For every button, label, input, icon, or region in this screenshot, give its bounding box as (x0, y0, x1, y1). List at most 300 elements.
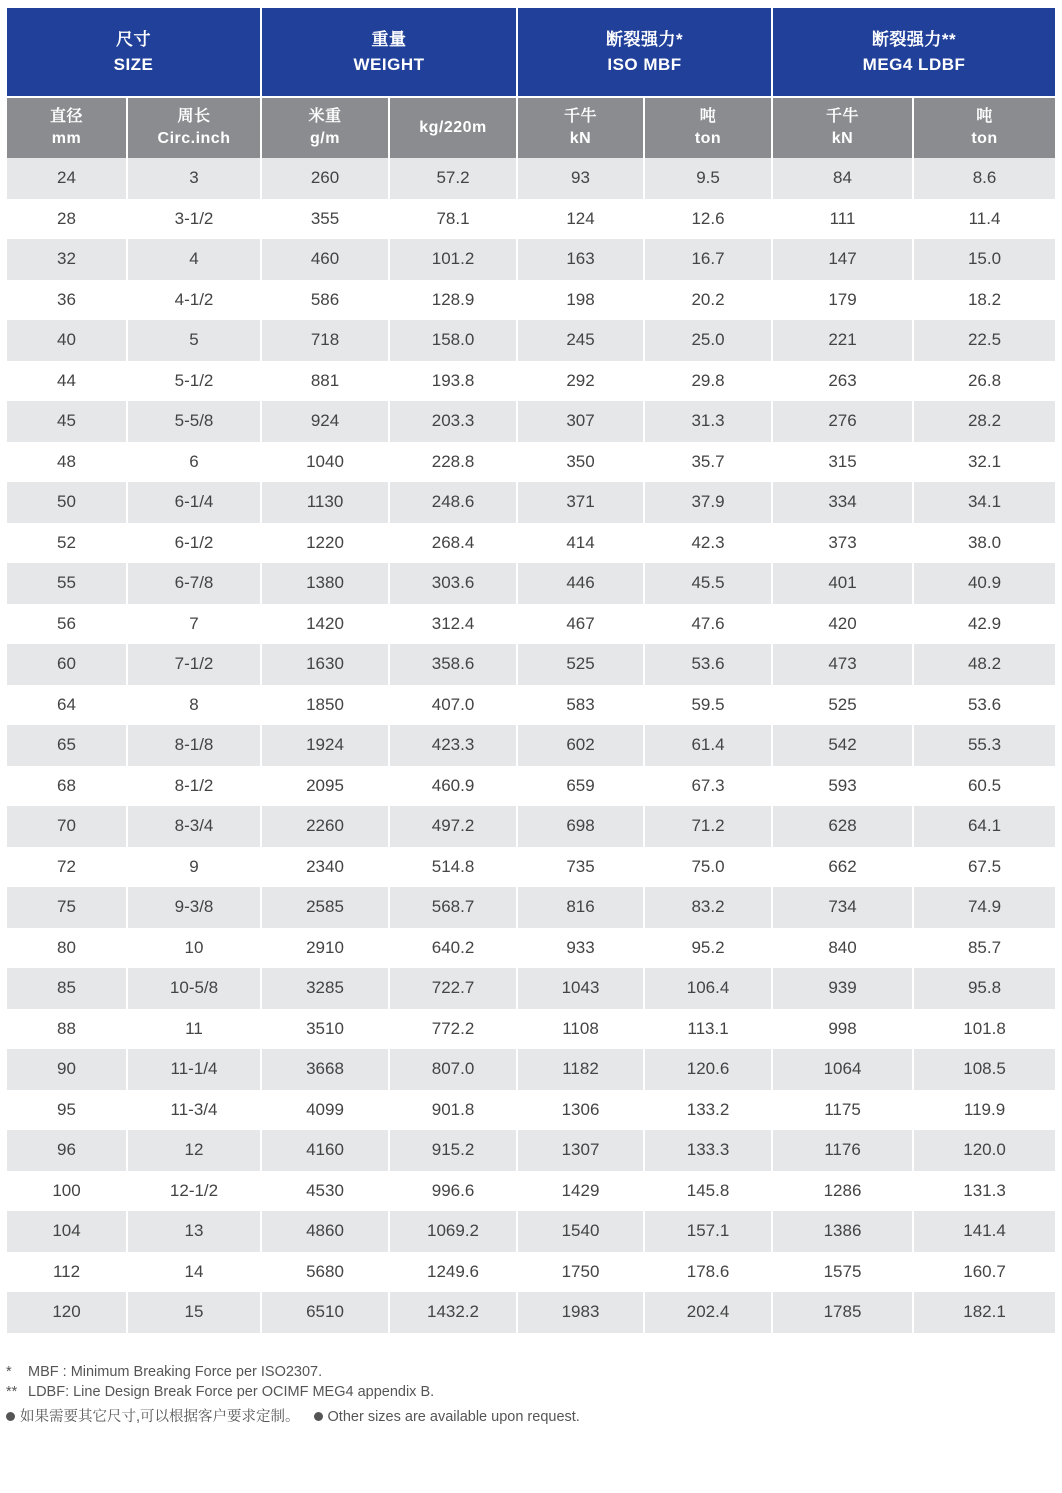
table-cell: 22.5 (913, 320, 1055, 361)
table-cell: 734 (772, 887, 913, 928)
table-cell: 20.2 (644, 280, 772, 321)
table-cell: 106.4 (644, 968, 772, 1009)
table-row (7, 239, 1055, 280)
subheader-unit: g/m (310, 130, 340, 147)
table-cell: 67.3 (644, 766, 772, 807)
table-cell: 2910 (261, 928, 389, 969)
table-cell: 307 (517, 401, 644, 442)
subheader-ldbf-kn (772, 97, 913, 158)
table-row (7, 928, 1055, 969)
table-cell: 4860 (261, 1211, 389, 1252)
table-cell: 1306 (517, 1090, 644, 1131)
table-cell: 157.1 (644, 1211, 772, 1252)
table-cell: 26.8 (913, 361, 1055, 402)
group-header-en: WEIGHT (353, 55, 425, 74)
subheader-cn: 吨 (976, 108, 993, 125)
table-cell: 70 (7, 806, 127, 847)
table-cell: 35.7 (644, 442, 772, 483)
table-cell: 53.6 (644, 644, 772, 685)
table-cell: 268.4 (389, 523, 517, 564)
table-cell: 55 (7, 563, 127, 604)
table-cell: 407.0 (389, 685, 517, 726)
table-row (7, 1049, 1055, 1090)
table-cell: 16.7 (644, 239, 772, 280)
table-cell: 1040 (261, 442, 389, 483)
table-cell: 120.0 (913, 1130, 1055, 1171)
table-cell: 198 (517, 280, 644, 321)
table-cell: 15.0 (913, 239, 1055, 280)
table-cell: 55.3 (913, 725, 1055, 766)
group-header-en: SIZE (113, 55, 154, 74)
table-cell: 202.4 (644, 1292, 772, 1333)
table-cell: 1069.2 (389, 1211, 517, 1252)
table-cell: 1380 (261, 563, 389, 604)
table-cell: 95 (7, 1090, 127, 1131)
table-cell: 315 (772, 442, 913, 483)
subheader-diameter (7, 97, 127, 158)
table-cell: 4 (127, 239, 261, 280)
table-cell: 124 (517, 199, 644, 240)
table-cell: 18.2 (913, 280, 1055, 321)
table-cell: 2260 (261, 806, 389, 847)
table-cell: 1249.6 (389, 1252, 517, 1293)
table-cell: 80 (7, 928, 127, 969)
footnote-mbf (6, 1362, 580, 1382)
table-cell: 473 (772, 644, 913, 685)
table-cell: 44 (7, 361, 127, 402)
table-row (7, 199, 1055, 240)
table-row (7, 1292, 1055, 1333)
table-row (7, 847, 1055, 888)
table-cell: 772.2 (389, 1009, 517, 1050)
table-cell: 147 (772, 239, 913, 280)
subheader-unit: kg/220m (419, 119, 487, 136)
table-cell: 1286 (772, 1171, 913, 1212)
table-cell: 292 (517, 361, 644, 402)
table-cell: 53.6 (913, 685, 1055, 726)
table-row (7, 158, 1055, 199)
table-row (7, 280, 1055, 321)
table-cell: 85.7 (913, 928, 1055, 969)
table-cell: 276 (772, 401, 913, 442)
table-cell: 6-1/2 (127, 523, 261, 564)
table-cell: 64.1 (913, 806, 1055, 847)
table-cell: 95.8 (913, 968, 1055, 1009)
table-cell: 6-7/8 (127, 563, 261, 604)
table-cell: 60.5 (913, 766, 1055, 807)
table-cell: 42.3 (644, 523, 772, 564)
table-cell: 1176 (772, 1130, 913, 1171)
table-cell: 1175 (772, 1090, 913, 1131)
table-cell: 1064 (772, 1049, 913, 1090)
table-cell: 901.8 (389, 1090, 517, 1131)
table-cell: 881 (261, 361, 389, 402)
table-cell: 260 (261, 158, 389, 199)
table-cell: 28.2 (913, 401, 1055, 442)
table-cell: 1785 (772, 1292, 913, 1333)
table-cell: 6-1/4 (127, 482, 261, 523)
table-cell: 32.1 (913, 442, 1055, 483)
table-cell: 119.9 (913, 1090, 1055, 1131)
table-cell: 133.2 (644, 1090, 772, 1131)
table-cell: 60 (7, 644, 127, 685)
group-header-en: ISO MBF (607, 55, 682, 74)
table-cell: 221 (772, 320, 913, 361)
table-cell: 401 (772, 563, 913, 604)
table-cell: 1043 (517, 968, 644, 1009)
table-cell: 12 (127, 1130, 261, 1171)
subheader-cn: 吨 (699, 108, 717, 125)
table-cell: 14 (127, 1252, 261, 1293)
subheader-circumference (127, 97, 261, 158)
table-cell: 3510 (261, 1009, 389, 1050)
subheader-mbf-ton (644, 97, 772, 158)
table-row (7, 644, 1055, 685)
table-cell: 2340 (261, 847, 389, 888)
table-cell: 178.6 (644, 1252, 772, 1293)
table-cell: 8.6 (913, 158, 1055, 199)
table-cell: 924 (261, 401, 389, 442)
table-cell: 1924 (261, 725, 389, 766)
table-cell: 45 (7, 401, 127, 442)
table-row (7, 563, 1055, 604)
table-cell: 446 (517, 563, 644, 604)
table-cell: 1386 (772, 1211, 913, 1252)
table-cell: 303.6 (389, 563, 517, 604)
table-cell: 75.0 (644, 847, 772, 888)
table-cell: 628 (772, 806, 913, 847)
table-cell: 245 (517, 320, 644, 361)
table-cell: 1429 (517, 1171, 644, 1212)
table-cell: 3285 (261, 968, 389, 1009)
table-cell: 128.9 (389, 280, 517, 321)
subheader-row (7, 97, 1055, 158)
table-cell: 11-1/4 (127, 1049, 261, 1090)
subheader-weight-per-220m (389, 97, 517, 158)
table-cell: 40.9 (913, 563, 1055, 604)
table-row (7, 887, 1055, 928)
table-row (7, 766, 1055, 807)
table-cell: 3-1/2 (127, 199, 261, 240)
table-cell: 145.8 (644, 1171, 772, 1212)
table-row (7, 1090, 1055, 1131)
table-cell: 84 (772, 158, 913, 199)
table-row (7, 482, 1055, 523)
table-cell: 163 (517, 239, 644, 280)
table-cell: 371 (517, 482, 644, 523)
table-cell: 11-3/4 (127, 1090, 261, 1131)
table-cell: 25.0 (644, 320, 772, 361)
bullet-icon (6, 1412, 15, 1421)
group-header-row (7, 8, 1055, 97)
table-cell: 32 (7, 239, 127, 280)
table-cell: 11.4 (913, 199, 1055, 240)
table-row (7, 1252, 1055, 1293)
subheader-unit: kN (569, 130, 592, 147)
table-cell: 248.6 (389, 482, 517, 523)
table-cell: 6 (127, 442, 261, 483)
spec-table (7, 8, 1055, 1333)
table-cell: 816 (517, 887, 644, 928)
table-cell: 101.8 (913, 1009, 1055, 1050)
table-body (7, 158, 1055, 1333)
subheader-ldbf-ton (913, 97, 1055, 158)
group-header-en: MEG4 LDBF (862, 55, 966, 74)
table-cell: 3 (127, 158, 261, 199)
table-cell: 52 (7, 523, 127, 564)
table-cell: 45.5 (644, 563, 772, 604)
table-cell: 74.9 (913, 887, 1055, 928)
table-cell: 312.4 (389, 604, 517, 645)
table-cell: 467 (517, 604, 644, 645)
subheader-cn: 米重 (308, 108, 342, 125)
table-cell: 42.9 (913, 604, 1055, 645)
table-cell: 182.1 (913, 1292, 1055, 1333)
table-cell: 334 (772, 482, 913, 523)
table-cell: 101.2 (389, 239, 517, 280)
table-cell: 10 (127, 928, 261, 969)
table-cell: 840 (772, 928, 913, 969)
table-cell: 2095 (261, 766, 389, 807)
table-cell: 193.8 (389, 361, 517, 402)
table-cell: 83.2 (644, 887, 772, 928)
table-cell: 1630 (261, 644, 389, 685)
table-cell: 48.2 (913, 644, 1055, 685)
table-cell: 68 (7, 766, 127, 807)
table-cell: 5680 (261, 1252, 389, 1293)
table-cell: 662 (772, 847, 913, 888)
table-cell: 4530 (261, 1171, 389, 1212)
subheader-unit: ton (694, 130, 722, 147)
table-cell: 3668 (261, 1049, 389, 1090)
table-cell: 4-1/2 (127, 280, 261, 321)
table-cell: 414 (517, 523, 644, 564)
table-cell: 373 (772, 523, 913, 564)
table-cell: 542 (772, 725, 913, 766)
custom-sizes-cn: 如果需要其它尺寸,可以根据客户要求定制。 (20, 1409, 300, 1425)
table-cell: 1420 (261, 604, 389, 645)
table-cell: 24 (7, 158, 127, 199)
table-cell: 96 (7, 1130, 127, 1171)
table-cell: 108.5 (913, 1049, 1055, 1090)
table-cell: 95.2 (644, 928, 772, 969)
table-cell: 34.1 (913, 482, 1055, 523)
table-row (7, 685, 1055, 726)
table-cell: 90 (7, 1049, 127, 1090)
table-cell: 460 (261, 239, 389, 280)
table-cell: 65 (7, 725, 127, 766)
subheader-unit: ton (971, 130, 998, 147)
table-cell: 78.1 (389, 199, 517, 240)
table-cell: 263 (772, 361, 913, 402)
group-header-size (7, 8, 261, 97)
subheader-cn: 千牛 (564, 108, 598, 125)
table-cell: 179 (772, 280, 913, 321)
table-cell: 100 (7, 1171, 127, 1212)
table-cell: 1850 (261, 685, 389, 726)
table-cell: 11 (127, 1009, 261, 1050)
table-cell: 29.8 (644, 361, 772, 402)
table-cell: 659 (517, 766, 644, 807)
table-row (7, 1009, 1055, 1050)
custom-sizes-en: Other sizes are available upon request. (327, 1409, 580, 1425)
table-cell: 698 (517, 806, 644, 847)
group-header-meg4-ldbf (772, 8, 1055, 97)
table-row (7, 320, 1055, 361)
table-cell: 131.3 (913, 1171, 1055, 1212)
table-cell: 807.0 (389, 1049, 517, 1090)
table-cell: 1108 (517, 1009, 644, 1050)
table-cell: 5-1/2 (127, 361, 261, 402)
table-row (7, 442, 1055, 483)
footnote-text: MBF : Minimum Breaking Force per ISO2307. (28, 1364, 323, 1380)
subheader-cn: 周长 (177, 108, 211, 125)
table-cell: 8-1/2 (127, 766, 261, 807)
table-cell: 583 (517, 685, 644, 726)
table-cell: 64 (7, 685, 127, 726)
table-cell: 1432.2 (389, 1292, 517, 1333)
table-cell: 1130 (261, 482, 389, 523)
table-cell: 355 (261, 199, 389, 240)
subheader-unit: kN (831, 130, 854, 147)
table-cell: 120 (7, 1292, 127, 1333)
footnote-mark: * (6, 1364, 12, 1380)
table-cell: 602 (517, 725, 644, 766)
table-cell: 133.3 (644, 1130, 772, 1171)
group-header-cn: 断裂强力* (605, 30, 684, 49)
table-cell: 1220 (261, 523, 389, 564)
footnotes (6, 1362, 580, 1427)
group-header-cn: 尺寸 (116, 30, 151, 49)
table-cell: 111 (772, 199, 913, 240)
table-cell: 460.9 (389, 766, 517, 807)
table-cell: 28 (7, 199, 127, 240)
table-row (7, 604, 1055, 645)
subheader-weight-per-meter (261, 97, 389, 158)
table-cell: 50 (7, 482, 127, 523)
table-cell: 4160 (261, 1130, 389, 1171)
subheader-cn: 千牛 (826, 108, 860, 125)
table-cell: 358.6 (389, 644, 517, 685)
subheader-unit: Circ.inch (157, 130, 231, 147)
subheader-unit: mm (51, 130, 82, 147)
footnote-mark: ** (6, 1384, 18, 1400)
table-cell: 158.0 (389, 320, 517, 361)
table-cell: 104 (7, 1211, 127, 1252)
table-cell: 8-1/8 (127, 725, 261, 766)
table-cell: 113.1 (644, 1009, 772, 1050)
table-cell: 1307 (517, 1130, 644, 1171)
table-cell: 37.9 (644, 482, 772, 523)
table-row (7, 1211, 1055, 1252)
table-cell: 93 (517, 158, 644, 199)
table-cell: 15 (127, 1292, 261, 1333)
table-cell: 8 (127, 685, 261, 726)
table-cell: 735 (517, 847, 644, 888)
table-cell: 350 (517, 442, 644, 483)
table-cell: 1540 (517, 1211, 644, 1252)
table-cell: 514.8 (389, 847, 517, 888)
table-cell: 59.5 (644, 685, 772, 726)
bullet-icon (314, 1412, 323, 1421)
table-cell: 5-5/8 (127, 401, 261, 442)
table-cell: 12.6 (644, 199, 772, 240)
table-cell: 1750 (517, 1252, 644, 1293)
subheader-mbf-kn (517, 97, 644, 158)
footnote-custom-sizes (6, 1407, 580, 1427)
table-cell: 525 (772, 685, 913, 726)
table-cell: 85 (7, 968, 127, 1009)
table-cell: 160.7 (913, 1252, 1055, 1293)
table-cell: 1575 (772, 1252, 913, 1293)
footnote-text: LDBF: Line Design Break Force per OCIMF MEG4 appendix B. (28, 1384, 435, 1400)
table-row (7, 1171, 1055, 1212)
footnote-ldbf (6, 1382, 580, 1402)
table-cell: 722.7 (389, 968, 517, 1009)
table-cell: 497.2 (389, 806, 517, 847)
table-cell: 996.6 (389, 1171, 517, 1212)
table-cell: 10-5/8 (127, 968, 261, 1009)
table-row (7, 968, 1055, 1009)
table-cell: 112 (7, 1252, 127, 1293)
table-cell: 7 (127, 604, 261, 645)
group-header-cn: 断裂强力** (871, 30, 957, 49)
table-cell: 9 (127, 847, 261, 888)
table-cell: 56 (7, 604, 127, 645)
table-cell: 933 (517, 928, 644, 969)
table-cell: 38.0 (913, 523, 1055, 564)
table-cell: 5 (127, 320, 261, 361)
table-cell: 8-3/4 (127, 806, 261, 847)
table-cell: 568.7 (389, 887, 517, 928)
table-cell: 48 (7, 442, 127, 483)
table-cell: 915.2 (389, 1130, 517, 1171)
table-cell: 640.2 (389, 928, 517, 969)
table-row (7, 806, 1055, 847)
table-cell: 57.2 (389, 158, 517, 199)
table-cell: 420 (772, 604, 913, 645)
table-cell: 998 (772, 1009, 913, 1050)
table-cell: 423.3 (389, 725, 517, 766)
table-cell: 203.3 (389, 401, 517, 442)
group-header-iso-mbf (517, 8, 772, 97)
table-cell: 7-1/2 (127, 644, 261, 685)
table-cell: 12-1/2 (127, 1171, 261, 1212)
table-row (7, 725, 1055, 766)
table-cell: 141.4 (913, 1211, 1055, 1252)
table-cell: 40 (7, 320, 127, 361)
table-cell: 593 (772, 766, 913, 807)
table-cell: 31.3 (644, 401, 772, 442)
table-row (7, 401, 1055, 442)
group-header-weight (261, 8, 517, 97)
table-cell: 1983 (517, 1292, 644, 1333)
table-cell: 88 (7, 1009, 127, 1050)
table-cell: 61.4 (644, 725, 772, 766)
table-cell: 67.5 (913, 847, 1055, 888)
table-row (7, 361, 1055, 402)
table-cell: 120.6 (644, 1049, 772, 1090)
table-cell: 586 (261, 280, 389, 321)
table-cell: 72 (7, 847, 127, 888)
table-cell: 36 (7, 280, 127, 321)
table-cell: 2585 (261, 887, 389, 928)
table-row (7, 1130, 1055, 1171)
table-cell: 13 (127, 1211, 261, 1252)
table-row (7, 523, 1055, 564)
table-cell: 9-3/8 (127, 887, 261, 928)
table-cell: 1182 (517, 1049, 644, 1090)
